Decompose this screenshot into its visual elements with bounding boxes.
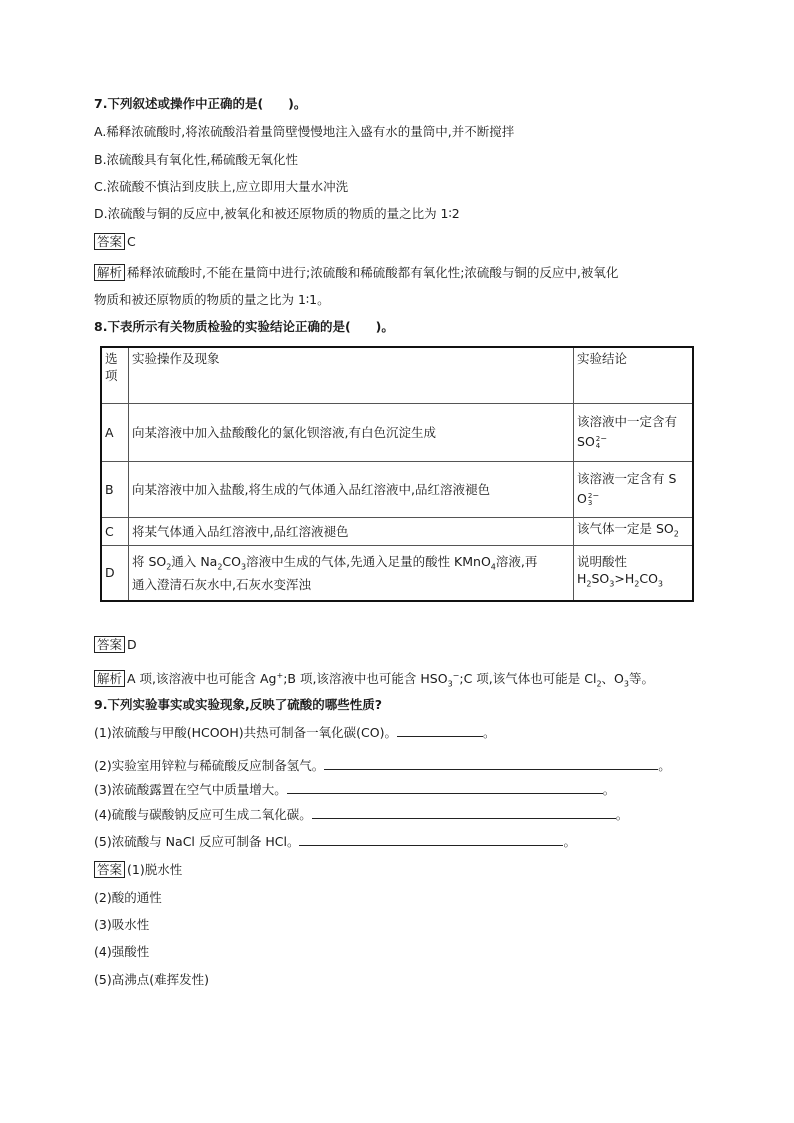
q8-answer-value: D: [127, 637, 137, 652]
q9-stem: 9.下列实验事实或实验现象,反映了硫酸的哪些性质?: [94, 697, 382, 712]
answer-blank[interactable]: [324, 757, 658, 770]
t3: CO: [222, 554, 241, 569]
q7-answer: [94, 233, 136, 250]
end-mark: 。: [602, 782, 616, 797]
answer-blank[interactable]: [312, 806, 616, 819]
answer-blank[interactable]: [397, 724, 483, 737]
operation-line1: [132, 553, 570, 576]
a3: ;C 项,该气体也可能是 Cl: [459, 671, 597, 687]
row-operation: 将某气体通入品红溶液中,品红溶液褪色: [129, 517, 574, 545]
a1s: +: [276, 671, 284, 680]
t2: 通入 Na: [171, 554, 218, 569]
q8-answer: [94, 636, 137, 653]
row-conclusion: [574, 545, 694, 601]
conclusion-text: 该溶液一定含有 S: [577, 471, 677, 487]
table-row: [101, 403, 693, 461]
q9-item-4: [94, 806, 628, 823]
row-conclusion: [574, 461, 694, 517]
conclusion-ion: [577, 430, 689, 450]
a2o: O: [437, 671, 448, 687]
a1: A 项,该溶液中也可能含 Ag: [127, 671, 277, 687]
conclusion-formula: [577, 570, 689, 593]
end-mark: 。: [563, 834, 576, 849]
a2g: −: [452, 671, 460, 680]
table-header-row: [101, 347, 693, 403]
t1: 将 SO: [132, 554, 167, 569]
ion-o: O: [577, 491, 587, 507]
answer-tag: 答案: [94, 636, 125, 653]
s2: 2: [217, 562, 223, 572]
item-text: (3)浓硫酸露置在空气中质量增大。: [94, 782, 287, 797]
ion-s: S: [577, 434, 585, 450]
header-conclusion: 实验结论: [574, 347, 694, 403]
q9-answer-1: [94, 861, 182, 878]
conclusion-ion: [577, 487, 689, 507]
conclusion-text: 该溶液中一定含有: [577, 414, 678, 430]
item-text: (4)硫酸与碳酸钠反应可生成二氧化碳。: [94, 807, 312, 822]
row-option: B: [101, 461, 129, 517]
f2: SO: [591, 571, 610, 586]
q9-answer-2: (2)酸的通性: [94, 890, 162, 905]
fs4: 3: [657, 579, 664, 589]
q7-answer-value: C: [127, 234, 136, 249]
q7-stem: 7.下列叙述或操作中正确的是( )。: [94, 96, 307, 111]
s3: 3: [241, 562, 247, 572]
answer-blank[interactable]: [287, 781, 603, 794]
fs1: 2: [586, 579, 592, 589]
s1: 2: [166, 562, 172, 572]
ion-o: O: [584, 434, 595, 450]
answer-tag: 答案: [94, 861, 125, 878]
row-operation: 向某溶液中加入盐酸酸化的氯化钡溶液,有白色沉淀生成: [129, 403, 574, 461]
row-operation: 向某溶液中加入盐酸,将生成的气体通入品红溶液中,品红溶液褪色: [129, 461, 574, 517]
answer-text: (1)脱水性: [127, 862, 183, 877]
end-mark: 。: [483, 725, 496, 740]
a3s: 2: [596, 679, 602, 689]
row-conclusion: [574, 403, 694, 461]
conclusion-text: 该气体一定是 SO: [577, 520, 674, 536]
q9-answer-3: (3)吸水性: [94, 917, 150, 932]
q9-answer-5: (5)高沸点(难挥发性): [94, 972, 209, 987]
operation-line2: 通入澄清石灰水中,石灰水变浑浊: [132, 576, 311, 592]
q7-analysis-line2: 物质和被还原物质的物质的量之比为 1∶1。: [94, 292, 330, 307]
end-mark: 。: [615, 807, 629, 822]
table-row: [101, 517, 693, 545]
item-text: (5)浓硫酸与 NaCl 反应可制备 HCl。: [94, 834, 300, 849]
answer-blank[interactable]: [299, 833, 563, 846]
ion-sign: −: [592, 491, 600, 501]
q7-option-d: D.浓硫酸与铜的反应中,被氧化和被还原物质的物质的量之比为 1∶2: [94, 206, 460, 221]
q7-option-c: C.浓硫酸不慎沾到皮肤上,应立即用大量水冲洗: [94, 179, 349, 194]
row-operation: [129, 545, 574, 601]
s4: 4: [490, 562, 496, 572]
item-text: (2)实验室用锌粒与稀硫酸反应制备氢气。: [94, 758, 325, 773]
t4: 溶液中生成的气体,先通入足量的酸性 KMnO: [246, 554, 491, 569]
a2s: 3: [447, 679, 453, 689]
q7-option-b: B.浓硫酸具有氧化性,稀硫酸无氧化性: [94, 152, 299, 167]
analysis-tag: 解析: [94, 670, 125, 687]
table-row: [101, 461, 693, 517]
f1: H: [577, 571, 587, 586]
a2: ;B 项,该溶液中也可能含 HS: [283, 671, 438, 687]
q9-item-5: [94, 833, 576, 850]
q9-answer-4: (4)强酸性: [94, 944, 150, 959]
ion-subscript: 4: [595, 442, 601, 451]
q7-option-a: A.稀释浓硫酸时,将浓硫酸沿着量筒壁慢慢地注入盛有水的量筒中,并不断搅拌: [94, 124, 515, 139]
q9-item-1: [94, 724, 496, 741]
ion-charge: 2: [587, 492, 593, 501]
end-mark: 。: [658, 758, 671, 773]
q7-analysis-line1: [94, 264, 618, 281]
f4: CO: [639, 571, 658, 586]
ion-subscript: 3: [587, 499, 593, 508]
row-option: D: [101, 545, 129, 601]
q7-analysis-text1: 稀释浓硫酸时,不能在量筒中进行;浓硫酸和稀硫酸都有氧化性;浓硫酸与铜的反应中,被氧化: [127, 265, 619, 280]
a4s: 3: [623, 679, 629, 689]
a4: 、O: [601, 671, 624, 687]
q8-table: [100, 346, 694, 602]
q9-item-2: [94, 757, 671, 774]
row-option: A: [101, 403, 129, 461]
ion-charge: 2: [595, 435, 601, 444]
q9-item-3: [94, 781, 615, 798]
analysis-tag: 解析: [94, 264, 125, 281]
item-text: (1)浓硫酸与甲酸(HCOOH)共热可制备一氧化碳(CO)。: [94, 725, 397, 740]
conclusion-text: 说明酸性: [577, 554, 628, 569]
ion-sign: −: [600, 434, 607, 444]
t5: 溶液,再: [495, 554, 538, 569]
answer-tag: 答案: [94, 233, 125, 250]
row-option: C: [101, 517, 129, 545]
fs2: 3: [609, 579, 615, 589]
header-operation: 实验操作及现象: [129, 347, 574, 403]
q8-stem: 8.下表所示有关物质检验的实验结论正确的是( )。: [94, 319, 394, 334]
q8-analysis: [94, 668, 654, 693]
f3: >H: [614, 571, 635, 586]
fs3: 2: [634, 579, 640, 589]
subscript: 2: [673, 529, 679, 539]
a5: 等。: [628, 671, 654, 687]
row-conclusion: [574, 517, 694, 545]
header-option: 选项: [101, 347, 129, 403]
table-row: [101, 545, 693, 601]
